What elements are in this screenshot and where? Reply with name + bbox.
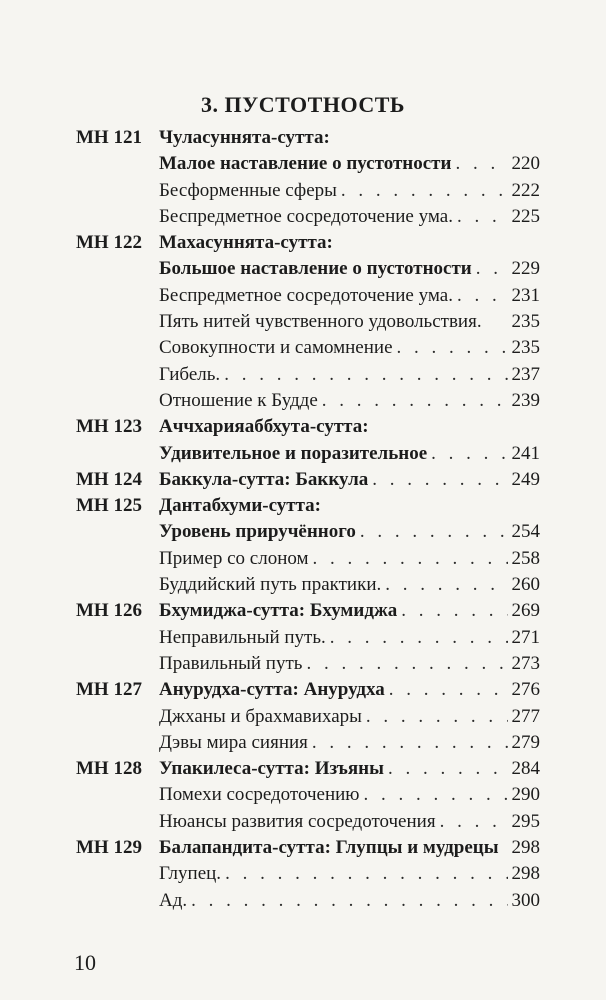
entry-title: Большое наставление о пустотности [159, 258, 472, 280]
toc-entry [76, 125, 540, 151]
toc-line [159, 519, 540, 545]
entry-page-number: 279 [511, 731, 540, 753]
dot-leader [313, 546, 508, 572]
toc-entry [76, 204, 540, 230]
sutta-code: МН 125 [76, 495, 142, 517]
entry-page-number: 300 [511, 889, 540, 911]
entry-title: Буддийский путь практики. [159, 574, 382, 596]
dot-leader [401, 598, 507, 624]
dot-leader [360, 519, 508, 545]
entry-page-number: 271 [511, 626, 540, 648]
entry-page-number: 284 [511, 758, 540, 780]
sutta-code: МН 121 [76, 127, 142, 148]
entry-title: Неправильный путь. [159, 626, 326, 648]
entry-title: Совокупности и самомнение [159, 337, 393, 359]
toc-entry [76, 230, 540, 256]
entry-title: Ад. [159, 889, 188, 911]
dot-leader [457, 283, 508, 309]
sutta-code: МН 122 [76, 232, 142, 254]
entry-page-number: 290 [511, 784, 540, 806]
toc-line [159, 809, 540, 835]
toc-line [159, 756, 540, 782]
toc-line [159, 388, 540, 414]
toc-entry [76, 572, 540, 598]
sutta-code: МН 127 [76, 679, 142, 701]
page-number: 10 [74, 950, 96, 975]
entry-title: Джханы и брахмавихары [159, 705, 362, 727]
entry-title: Удивительное и поразительное [159, 442, 428, 464]
toc-entry [76, 730, 540, 756]
entry-page-number: 260 [511, 574, 540, 596]
toc-line [159, 651, 540, 677]
toc-entry [76, 151, 540, 177]
dot-leader [440, 809, 508, 835]
entry-page-number: 249 [511, 468, 540, 490]
toc-line [159, 283, 540, 309]
toc-line [159, 256, 540, 282]
entry-title: Дантабхуми-сутта: [159, 495, 322, 517]
toc-line [159, 546, 540, 572]
entry-title: Чуласуннята-сутта: [159, 127, 330, 148]
dot-leader [322, 388, 508, 414]
dot-leader [385, 572, 507, 598]
toc-entry [76, 625, 540, 651]
section-title: 3. ПУСТОТНОСТЬ [201, 92, 405, 117]
toc-line [159, 441, 540, 467]
toc-line [159, 178, 540, 204]
toc-line [159, 704, 540, 730]
entry-title: Пример со слоном [159, 547, 309, 569]
toc-line [159, 125, 540, 151]
entry-title: Баккула-сутта: Баккула [159, 468, 369, 490]
entry-page-number: 220 [511, 153, 540, 175]
entry-title: Аччхарияаббхута-сутта: [159, 416, 369, 438]
sutta-code: МН 129 [76, 837, 142, 859]
entry-title: Анурудха-сутта: Анурудха [159, 679, 385, 701]
entry-page-number: 258 [511, 547, 540, 569]
entry-title: Бесформенные сферы [159, 179, 337, 201]
dot-leader [388, 756, 508, 782]
table-of-contents [76, 125, 540, 914]
toc-entry [76, 835, 540, 861]
toc-line [159, 414, 540, 440]
dot-leader [476, 256, 508, 282]
toc-entry [76, 704, 540, 730]
entry-title: Упакилеса-сутта: Изъяны [159, 758, 384, 780]
toc-entry [76, 677, 540, 703]
dot-leader [306, 651, 507, 677]
entry-page-number: 241 [511, 442, 540, 464]
entry-title: Балапандита-сутта: Глупцы и мудрецы [159, 837, 499, 859]
dot-leader [457, 204, 508, 230]
toc-line [159, 309, 540, 335]
sutta-code: МН 128 [76, 758, 142, 780]
dot-leader [330, 625, 508, 651]
toc-entry [76, 178, 540, 204]
entry-title: Нюансы развития сосредоточения [159, 810, 436, 832]
toc-line [159, 151, 540, 177]
dot-leader [225, 861, 507, 887]
toc-line [159, 677, 540, 703]
dot-leader [191, 888, 507, 914]
toc-line [159, 572, 540, 598]
dot-leader [455, 151, 507, 177]
entry-page-number: 276 [511, 679, 540, 701]
toc-line [159, 598, 540, 624]
entry-page-number: 231 [511, 284, 540, 306]
entry-title: Бхумиджа-сутта: Бхумиджа [159, 600, 398, 622]
entry-page-number: 277 [511, 705, 540, 727]
entry-page-number: 269 [511, 600, 540, 622]
entry-page-number: 295 [511, 810, 540, 832]
entry-title: Дэвы мира сияния [159, 731, 308, 753]
toc-entry [76, 388, 540, 414]
toc-entry [76, 546, 540, 572]
dot-leader [224, 362, 507, 388]
entry-page-number: 237 [511, 363, 540, 385]
dot-leader [312, 730, 508, 756]
toc-entry [76, 441, 540, 467]
toc-entry [76, 809, 540, 835]
toc-line [159, 204, 540, 230]
toc-entry [76, 493, 540, 519]
toc-line [159, 335, 540, 361]
dot-leader [431, 441, 507, 467]
toc-entry [76, 309, 540, 335]
dot-leader [366, 704, 508, 730]
toc-entry [76, 362, 540, 388]
dot-leader [397, 335, 508, 361]
toc-entry [76, 467, 540, 493]
entry-title: Уровень приручённого [159, 521, 356, 543]
dot-leader [341, 178, 508, 204]
toc-entry [76, 888, 540, 914]
toc-line [159, 625, 540, 651]
entry-page-number: 235 [511, 311, 540, 333]
toc-entry [76, 283, 540, 309]
entry-page-number: 273 [511, 652, 540, 674]
toc-line [159, 362, 540, 388]
toc-entry [76, 519, 540, 545]
toc-entry [76, 256, 540, 282]
sutta-code: МН 123 [76, 416, 142, 438]
toc-line [159, 888, 540, 914]
entry-title: Беспредметное сосредоточение ума. [159, 205, 453, 227]
entry-title: Отношение к Будде [159, 389, 318, 411]
entry-page-number: 225 [511, 205, 540, 227]
entry-page-number: 298 [511, 837, 540, 859]
entry-page-number: 229 [511, 258, 540, 280]
toc-entry [76, 598, 540, 624]
entry-title: Правильный путь [159, 652, 303, 674]
toc-entry [76, 861, 540, 887]
dot-leader [389, 677, 508, 703]
toc-line [159, 230, 540, 256]
toc-entry [76, 782, 540, 808]
entry-page-number: 222 [511, 179, 540, 201]
dot-leader [372, 467, 507, 493]
toc-line [159, 493, 540, 519]
entry-title: Глупец. [159, 863, 222, 885]
entry-page-number: 254 [511, 521, 540, 543]
entry-title: Махасуннята-сутта: [159, 232, 333, 254]
entry-title: Помехи сосредоточению [159, 784, 360, 806]
toc-line [159, 730, 540, 756]
entry-title: Пять нитей чувственного удовольствия. [159, 311, 482, 333]
toc-line [159, 861, 540, 887]
entry-page-number: 239 [511, 389, 540, 411]
entry-title: Гибель. [159, 363, 221, 385]
toc-line [159, 835, 540, 861]
toc-entry [76, 756, 540, 782]
entry-title: Беспредметное сосредоточение ума. [159, 284, 453, 306]
toc-line [159, 467, 540, 493]
toc-entry [76, 335, 540, 361]
toc-line [159, 782, 540, 808]
toc-entry [76, 651, 540, 677]
sutta-code: МН 126 [76, 600, 142, 622]
entry-page-number: 298 [511, 863, 540, 885]
entry-title: Малое наставление о пустотности [159, 153, 452, 175]
sutta-code: МН 124 [76, 468, 142, 490]
toc-entry [76, 414, 540, 440]
dot-leader [364, 782, 508, 808]
entry-page-number: 235 [511, 337, 540, 359]
